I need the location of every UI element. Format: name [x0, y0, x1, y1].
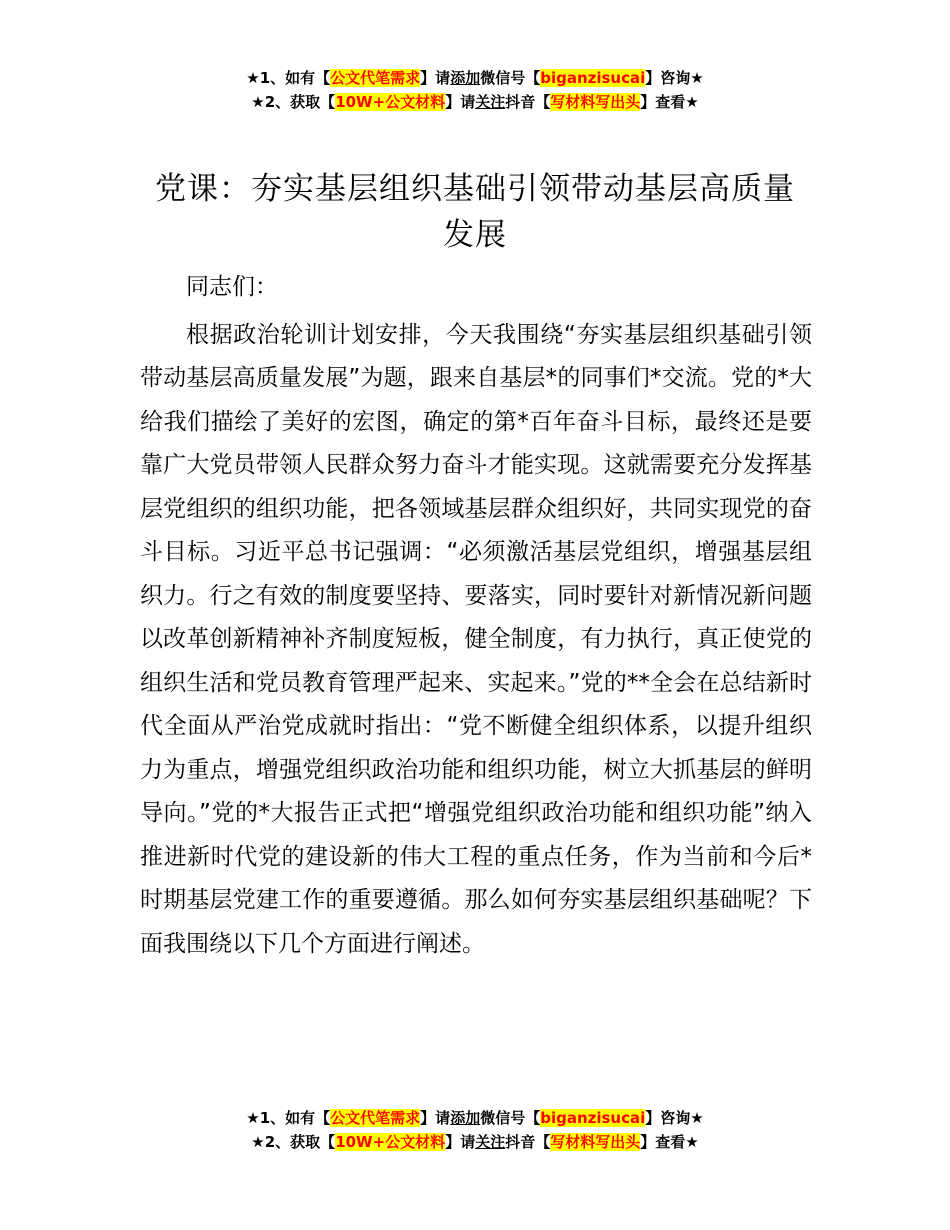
banner-text: 】请 [445, 1133, 476, 1151]
banner-line-2 [0, 1130, 950, 1154]
footer-banner [0, 1106, 950, 1154]
underlined-text: 关注 [475, 1133, 506, 1151]
banner-text: 】请 [445, 93, 476, 111]
underlined-text: 关注 [475, 93, 506, 111]
highlight-douyin-id: 写材料写出头 [550, 1133, 641, 1151]
document-title: 党课：夯实基层组织基础引领带动基层高质量发展 [155, 171, 795, 253]
highlight-service: 公文代笔需求 [330, 69, 421, 87]
banner-text: 】请 [420, 69, 451, 87]
underlined-text: 添加 [450, 69, 481, 87]
underlined-text: 添加 [450, 1109, 481, 1127]
body-paragraph: 根据政治轮训计划安排，今天我围绕“夯实基层组织基础引领带动基层高质量发展”为题，跟来自基层*的同事们*交流。党的*大给我们描绘了美好的宏图，确定的第*百年奋斗目标，最终还是要靠广大党员带领人民群众努力奋斗才能实现。这就需要充分发挥基层党组织的组织功能，把各领域基层群众组织好，共同实现党的奋斗目标。习近平总书记强调：“必须激活基层党组织，增强基层组织力。行之有效的制度要坚持、要落实，同时要针对新情况新问题以改革创新精神补齐制度短板，健全制度，有力执行，真正使党的组织生活和党员教育管理严起来、实起来。”党的**全会在总结新时代全面从严治党成就时指出：“党不断健全组织体系，以提升组织力为重点，增强党组织政治功能和组织功能，树立大抓基层的鲜明导向。”党的*大报告正式把“增强党组织政治功能和组织功能”纳入推进新时代党的建设新的伟大工程的重点任务，作为当前和今后*时期基层党建工作的重要遵循。那么如何夯实基层组织基础呢？下面我围绕以下几个方面进行阐述。 [140, 321, 812, 957]
banner-text: ★1、如有【 [246, 1109, 331, 1127]
salutation: 同志们： [186, 274, 278, 300]
banner-text: 】咨询★ [645, 1109, 704, 1127]
banner-text: 】请 [420, 1109, 451, 1127]
banner-text: ★2、获取【 [251, 1133, 336, 1151]
highlight-douyin-id: 写材料写出头 [550, 93, 641, 111]
highlight-service: 公文代笔需求 [330, 1109, 421, 1127]
highlight-materials: 10W+公文材料 [335, 93, 446, 111]
banner-line-1 [0, 1106, 950, 1130]
banner-text: ★2、获取【 [251, 93, 336, 111]
banner-line-1 [0, 66, 950, 90]
banner-text: 微信号【 [480, 69, 541, 87]
banner-text: 抖音【 [505, 93, 551, 111]
banner-text: 】查看★ [640, 93, 699, 111]
highlight-materials: 10W+公文材料 [335, 1133, 446, 1151]
highlight-wechat-id: biganzisucai [540, 1109, 646, 1127]
header-banner [0, 66, 950, 114]
banner-text: 】查看★ [640, 1133, 699, 1151]
highlight-wechat-id: biganzisucai [540, 69, 646, 87]
banner-text: 】咨询★ [645, 69, 704, 87]
banner-line-2 [0, 90, 950, 114]
banner-text: 微信号【 [480, 1109, 541, 1127]
banner-text: 抖音【 [505, 1133, 551, 1151]
banner-text: ★1、如有【 [246, 69, 331, 87]
document-body [140, 266, 812, 966]
